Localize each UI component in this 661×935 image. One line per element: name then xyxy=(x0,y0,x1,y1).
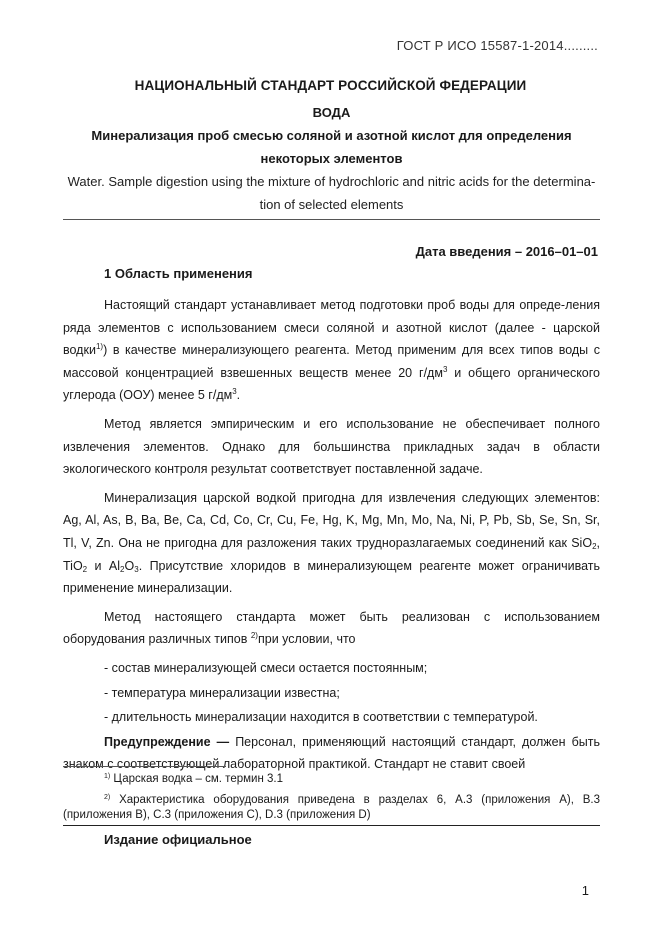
text-run: Персонал, применяющий настоящий стандарт, должен быть знаком с соответствующей лабораторной практикой. Стандарт не ставит своей xyxy=(63,734,600,772)
text-run: Настоящий стандарт устанавливает метод подготовки проб воды для опреде-ления ряда элементов с использованием смеси соляной и азотной кислот (далее - царской водки xyxy=(63,298,600,358)
superscript: 3 xyxy=(232,387,237,397)
section-heading: 1 Область применения xyxy=(104,266,253,281)
english-title-line-1: Water. Sample digestion using the mixture of hydrochloric and nitric acids for the determina- xyxy=(67,174,596,189)
paragraph-empirical: Метод является эмпирическим и его использование не обеспечивает полного извлечения элементов. Однако для большинства прикладных задач в области экологического контроля результат соответствует поставленной задаче. xyxy=(63,416,600,477)
list-item: - состав минерализующей смеси остается постоянным; xyxy=(104,660,428,675)
list-item: - температура минерализации известна; xyxy=(104,685,340,700)
national-standard-title: НАЦИОНАЛЬНЫЙ СТАНДАРТ РОССИЙСКОЙ ФЕДЕРАЦИИ xyxy=(134,78,527,93)
bottom-divider xyxy=(63,825,600,826)
subscript: 2 xyxy=(592,541,597,551)
official-edition-label: Издание официальное xyxy=(104,832,252,847)
footnote-mark: 1) xyxy=(104,773,111,780)
document-code: ГОСТ Р ИСО 15587-1-2014......... xyxy=(396,38,598,53)
text-run: . Присутствие хлоридов в минерализующем реагенте может ограничивать применение минерализации. xyxy=(63,558,600,596)
paragraph-equipment xyxy=(63,606,600,651)
footnotes xyxy=(63,772,600,829)
introduction-date: Дата введения – 2016–01–01 xyxy=(415,244,598,259)
footnote-1 xyxy=(63,772,600,787)
text-run: и Al xyxy=(87,558,121,573)
warning-label: Предупреждение — xyxy=(104,734,230,749)
russian-title-line-1: Минерализация проб смесью соляной и азотной кислот для определения xyxy=(91,128,572,143)
text-run: при условии, что xyxy=(257,632,356,647)
subscript: 2 xyxy=(120,564,125,574)
footnote-ref-1[interactable]: 1) xyxy=(95,342,104,352)
text-run: , TiO xyxy=(63,535,600,573)
text-run: Минерализация царской водкой пригодна для извлечения следующих элементов: Ag, Al, As, B, Ba, Be, Ca, Cd, Co, Cr, Cu, Fe, Hg, K, Mg, Mn, Mo, Na, Ni, P, Pb, Sb, Se, Sn, Sr, Tl, V, Zn. Она не пригодна для разложения таких трудноразлагаемых соединений как SiO xyxy=(63,490,600,550)
text-run: O xyxy=(124,558,135,573)
text-run: Царская водка – см. термин 3.1 xyxy=(110,773,283,785)
title-block xyxy=(63,102,600,216)
russian-title-line-2: некоторых элементов xyxy=(260,151,403,166)
footnote-mark: 2) xyxy=(104,794,111,801)
subscript: 3 xyxy=(134,564,139,574)
english-title-line-2: tion of selected elements xyxy=(259,197,404,212)
subscript: 2 xyxy=(82,564,88,574)
text-run: ) в качестве минерализующего реагента. Метод применим для всех типов воды с массовой концентрацией взвешенных веществ менее 20 г/дм xyxy=(63,343,600,380)
text-run: Метод настоящего стандарта может быть реализован с использованием оборудования различных типов xyxy=(63,609,600,647)
text-run: и общего органического углерода (ООУ) менее 5 г/дм xyxy=(63,365,600,403)
text-run: . xyxy=(236,388,241,403)
title-divider xyxy=(63,219,600,220)
page-number: 1 xyxy=(581,883,589,898)
footnote-ref-2[interactable]: 2) xyxy=(250,631,258,641)
footnote-2 xyxy=(63,793,600,823)
text-run: Характеристика оборудования приведена в разделах 6, А.3 (приложения А), В.3 (приложения В), С.3 (приложения С), D.3 (приложения D) xyxy=(63,794,600,821)
paragraph-warning xyxy=(63,731,600,776)
superscript: 3 xyxy=(442,364,448,374)
footnote-divider xyxy=(63,766,226,767)
list-item: - длительность минерализации находится в соответствии с температурой. xyxy=(104,710,538,725)
standard-subject: ВОДА xyxy=(312,105,351,120)
paragraph-scope xyxy=(63,294,600,407)
paragraph-elements xyxy=(63,487,600,600)
section-body xyxy=(63,294,600,782)
